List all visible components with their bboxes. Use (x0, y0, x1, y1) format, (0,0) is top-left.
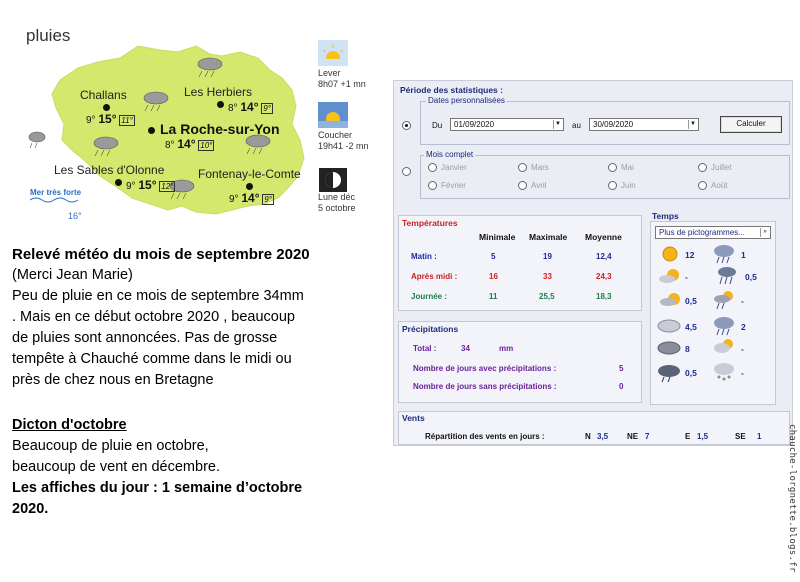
custom-dates-label: Dates personnalisées (428, 96, 505, 105)
radio-month[interactable] (608, 163, 617, 172)
article-line: . Mais en ce début octobre 2020 , beaucoup (12, 309, 295, 325)
pictogram-dropdown[interactable]: Plus de pictogrammes... » (655, 226, 771, 239)
radio-month[interactable] (608, 181, 617, 190)
row-day-label: Journée : (411, 292, 448, 301)
city-fontenay: Fontenay-le-Comte (198, 167, 301, 181)
city-dot (217, 101, 224, 108)
temps-sables: 9° 15° 12° (126, 178, 174, 192)
sun-icon (661, 246, 679, 262)
city-la-roche: La Roche-sur-Yon (160, 121, 280, 137)
precip-without-value: 0 (619, 382, 624, 391)
precip-total-label: Total : (413, 344, 437, 353)
temperatures-panel (398, 215, 642, 311)
month-label: Juillet (711, 163, 732, 172)
weather-count: 8 (685, 344, 690, 354)
city-dot (246, 183, 253, 190)
radio-month[interactable] (518, 163, 527, 172)
dicton-title: Dicton d'octobre (12, 417, 127, 433)
sea-state: Mer très forte (30, 188, 82, 197)
weather-title: Temps (652, 211, 679, 221)
chevron-down-icon: ▼ (688, 120, 697, 129)
weather-map (0, 0, 390, 232)
temps-challans: 9° 15° 11° (86, 112, 133, 126)
precip-with-value: 5 (619, 364, 624, 373)
overcast-icon (657, 340, 681, 356)
temps-la-roche: 8° 14° 10° (165, 137, 213, 151)
sea-temp: 16° (68, 211, 82, 221)
sun-rain-icon (713, 290, 735, 310)
month-label: Mai (621, 163, 634, 172)
month-label: Janvier (441, 163, 467, 172)
col-max: Maximale (529, 232, 568, 242)
month-label: Mars (531, 163, 549, 172)
weather-count: 0,5 (745, 272, 757, 282)
row-morning-label: Matin : (411, 252, 437, 261)
afternoon-avg: 24,3 (596, 272, 612, 281)
wind-dir: NE (627, 432, 639, 441)
cloudy-icon (657, 318, 681, 334)
weather-count: 2 (741, 322, 746, 332)
temps-fontenay: 9° 14° 9° (229, 191, 272, 205)
weather-count: 0,5 (685, 296, 697, 306)
weather-count: 0,5 (685, 368, 697, 378)
weather-count: - (741, 344, 744, 354)
chevron-down-icon: ▼ (553, 120, 562, 129)
weather-count: - (741, 296, 744, 306)
wind-value: 7 (645, 432, 650, 441)
article-title: Relevé météo du mois de septembre 2020 (12, 246, 310, 263)
winds-label: Répartition des vents en jours : (425, 432, 545, 441)
article-line: Peu de pluie en ce mois de septembre 34mm (12, 288, 304, 304)
radio-month[interactable] (698, 181, 707, 190)
col-min: Minimale (479, 232, 516, 242)
from-date-select[interactable]: 01/09/2020 ▼ (450, 118, 564, 131)
radio-custom-dates[interactable] (402, 121, 411, 130)
afternoon-min: 16 (489, 272, 498, 281)
to-date-select[interactable]: 30/09/2020 ▼ (589, 118, 699, 131)
dicton-line: Beaucoup de pluie en octobre, (12, 438, 209, 454)
snow-icon (713, 362, 735, 382)
sunset-info: Coucher 19h41 -2 mn (318, 130, 369, 151)
weather-count: - (741, 368, 744, 378)
city-sables: Les Sables d'Olonne (54, 163, 165, 177)
temperatures-title: Températures (402, 218, 458, 228)
winds-panel (398, 411, 790, 445)
month-label: Juin (621, 181, 636, 190)
moon-info: Lune déc 5 octobre (318, 192, 356, 213)
city-dot (115, 179, 122, 186)
wind-value: 3,5 (597, 432, 609, 441)
watermark: chauche-lorgnette.blogs.fr (787, 424, 797, 573)
affiches-line: 2020. (12, 501, 49, 517)
article-line: près de chez nous en Bretagne (12, 372, 214, 388)
moon-icon (319, 168, 347, 192)
col-avg: Moyenne (585, 232, 622, 242)
full-month-frame (420, 155, 790, 199)
afternoon-max: 33 (543, 272, 552, 281)
precip-total-unit: mm (499, 344, 514, 353)
day-min: 11 (489, 292, 498, 301)
radio-month[interactable] (518, 181, 527, 190)
morning-max: 19 (543, 252, 552, 261)
article-line: de pluies sont annoncées. Pas de grosse (12, 330, 278, 346)
radio-month[interactable] (428, 181, 437, 190)
to-label: au (572, 121, 581, 130)
precip-with-label: Nombre de jours avec précipitations : (413, 364, 557, 373)
weather-count: 4,5 (685, 322, 697, 332)
storm-cloud-icon (657, 364, 681, 382)
period-title: Période des statistiques : (400, 85, 503, 95)
fog-icon (713, 338, 735, 356)
weather-count: 1 (741, 250, 746, 260)
sunset-icon (318, 102, 348, 128)
morning-min: 5 (491, 252, 496, 261)
winds-title: Vents (402, 413, 425, 423)
heavy-rain-icon (717, 266, 737, 286)
calculate-button[interactable]: Calculer (720, 116, 782, 133)
article-line: tempête à Chauché comme dans le midi ou (12, 351, 292, 367)
rain-icon (713, 316, 735, 336)
city-dot (148, 127, 155, 134)
day-max: 25,5 (539, 292, 555, 301)
wind-value: 1 (757, 432, 762, 441)
affiches-line: Les affiches du jour : 1 semaine d’octobre (12, 480, 303, 496)
sunrise-info: Lever 8h07 +1 mn (318, 68, 366, 89)
article (12, 244, 382, 520)
sunrise-icon (318, 40, 348, 66)
map-header: pluies (26, 26, 71, 45)
chevron-down-icon: » (760, 228, 769, 237)
dicton-line: beaucoup de vent en décembre. (12, 459, 220, 475)
radio-full-month[interactable] (402, 167, 411, 176)
rain-storm-icon (713, 244, 735, 264)
precipitations-panel (398, 321, 642, 403)
wind-dir: E (685, 432, 691, 441)
radio-month[interactable] (698, 163, 707, 172)
month-label: Février (441, 181, 466, 190)
from-label: Du (432, 121, 443, 130)
radio-month[interactable] (428, 163, 437, 172)
month-label: Avril (531, 181, 547, 190)
city-herbiers: Les Herbiers (184, 85, 253, 99)
precipitations-title: Précipitations (402, 324, 459, 334)
morning-avg: 12,4 (596, 252, 612, 261)
wind-dir: SE (735, 432, 746, 441)
statistics-window (393, 80, 793, 446)
city-challans: Challans (80, 88, 127, 102)
city-dot (103, 104, 110, 111)
month-label: Août (711, 181, 728, 190)
weather-count: - (685, 272, 688, 282)
weather-count: 12 (685, 250, 695, 260)
row-afternoon-label: Après midi : (411, 272, 458, 281)
temps-herbiers: 8° 14° 9° (228, 100, 271, 114)
precip-without-label: Nombre de jours sans précipitations : (413, 382, 557, 391)
day-avg: 18,3 (596, 292, 612, 301)
wind-dir: N (585, 432, 591, 441)
weather-panel (650, 221, 776, 405)
precip-total-value: 34 (461, 344, 470, 353)
wind-value: 1,5 (697, 432, 709, 441)
full-month-label: Mois complet (426, 150, 474, 159)
article-thanks: (Merci Jean Marie) (12, 267, 133, 283)
partly-cloudy-icon (659, 292, 681, 308)
sun-cloud-icon (659, 268, 681, 284)
